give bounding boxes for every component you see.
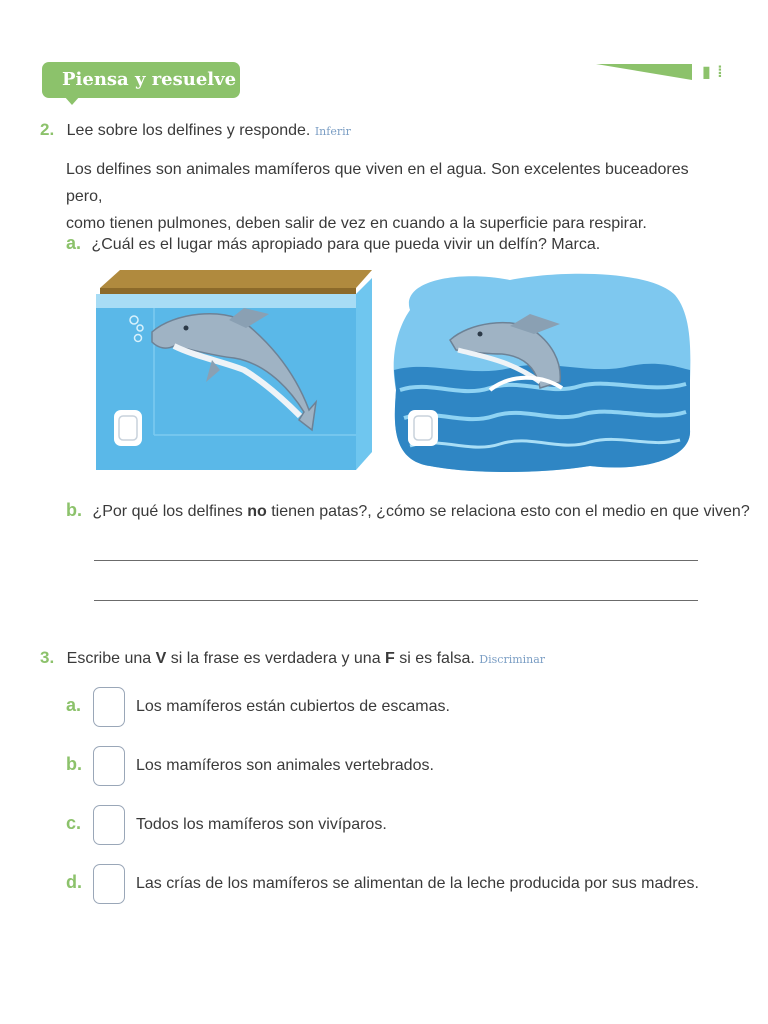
dolphin-paragraph [66, 156, 706, 237]
item-letter: c. [66, 813, 82, 833]
subquestion-letter: b. [66, 500, 82, 520]
item-statement: Las crías de los mamíferos se alimentan de la leche producida por sus madres. [136, 875, 699, 892]
section-title-tab: Piensa y resuelve [42, 62, 240, 98]
false-letter: F [385, 650, 395, 667]
item-letter: b. [66, 754, 82, 774]
true-letter: V [155, 650, 167, 667]
page-marker-icon: ▮ ⁞ [702, 64, 724, 81]
answer-box[interactable] [93, 805, 125, 845]
subquestion-prompt: ¿Cuál es el lugar más apropiado para que pueda vivir un delfín? Marca. [91, 236, 601, 253]
aquarium-dolphin-image [94, 270, 372, 472]
question-prompt-end: si es falsa. [394, 650, 475, 667]
question-prompt-start: Escribe una [66, 650, 156, 667]
question-3-heading [40, 648, 545, 668]
item-statement: Los mamíferos son animales vertebrados. [136, 757, 434, 774]
answer-line[interactable] [94, 560, 698, 561]
skill-tag: Inferir [314, 125, 351, 138]
ocean-dolphin-image [390, 270, 692, 472]
paragraph-line: como tienen pulmones, deben salir de vez en cuando a la superficie para respirar. [66, 215, 647, 232]
subquestion-prompt-start: ¿Por qué los delfines [92, 503, 248, 520]
subquestion-prompt-end: tienen patas?, ¿cómo se relaciona esto con el medio en que viven? [266, 503, 750, 520]
question-prompt: Lee sobre los delfines y responde. [66, 122, 311, 139]
question-number: 3. [40, 648, 55, 667]
section-tab-pointer [64, 96, 80, 105]
item-letter: a. [66, 695, 82, 715]
answer-box[interactable] [93, 687, 125, 727]
question-2-heading [40, 120, 351, 140]
paragraph-line: Los delfines son animales mamíferos que viven en el agua. Son excelentes buceadores pero, [66, 161, 689, 205]
item-statement: Los mamíferos están cubiertos de escamas. [136, 698, 450, 715]
item-statement: Todos los mamíferos son vivíparos. [136, 816, 387, 833]
subquestion-prompt-emphasis: no [247, 503, 267, 520]
answer-box[interactable] [93, 864, 125, 904]
answer-box[interactable] [93, 746, 125, 786]
skill-tag: Discriminar [479, 653, 546, 666]
question-2b [66, 500, 750, 521]
answer-line[interactable] [94, 600, 698, 601]
item-letter: d. [66, 872, 82, 892]
question-number: 2. [40, 120, 55, 139]
corner-stripe-decoration [596, 64, 692, 80]
subquestion-letter: a. [66, 233, 82, 253]
question-2a [66, 233, 600, 254]
question-prompt-middle: si la frase es verdadera y una [166, 650, 386, 667]
